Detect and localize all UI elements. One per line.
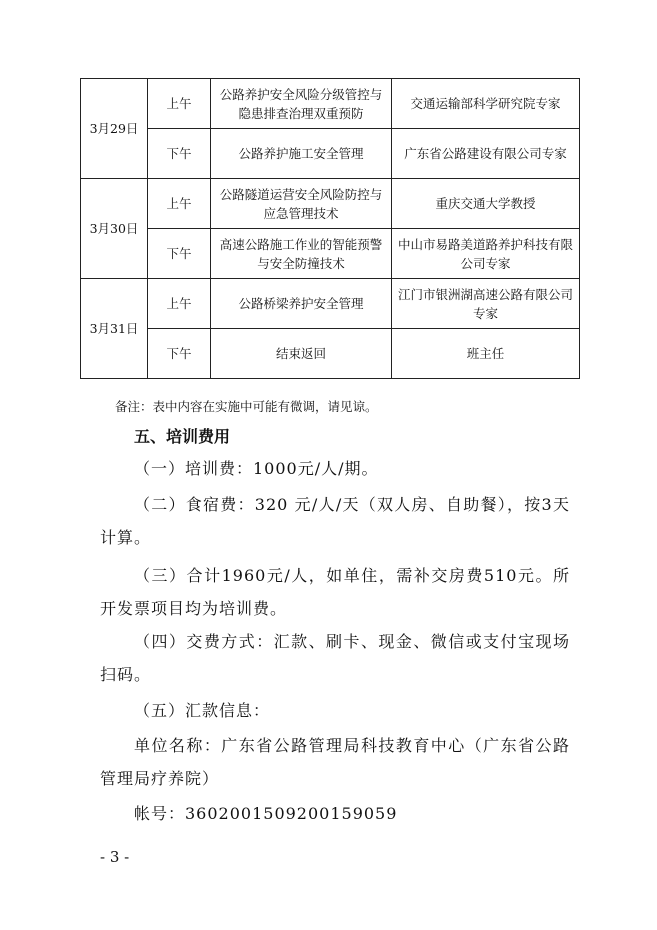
speaker-cell: 广东省公路建设有限公司专家	[392, 129, 580, 179]
table-note: 备注：表中内容在实施中可能有微调，请见谅。	[115, 399, 378, 414]
total-paragraph: （三）合计1960元/人，如单住，需补交房费510元。所开发票项目均为培训费。	[100, 566, 570, 618]
unit-name-paragraph: 单位名称：广东省公路管理局科技教育中心（广东省公路管理局疗养院）	[100, 736, 570, 788]
payment-method-paragraph: （四）交费方式：汇款、刷卡、现金、微信或支付宝现场扫码。	[100, 632, 570, 684]
speaker-cell: 中山市易路美道路养护科技有限公司专家	[392, 229, 580, 279]
speaker-cell: 交通运输部科学研究院专家	[392, 79, 580, 129]
period-cell: 下午	[148, 229, 211, 279]
topic-cell: 高速公路施工作业的智能预警与安全防撞技术	[211, 229, 392, 279]
table-row	[81, 179, 580, 229]
period-cell: 下午	[148, 129, 211, 179]
section-heading: 五、培训费用	[134, 427, 231, 446]
table-row	[81, 329, 580, 379]
period-cell: 上午	[148, 179, 211, 229]
period-cell: 上午	[148, 279, 211, 329]
topic-cell: 公路桥梁养护安全管理	[211, 279, 392, 329]
table-row	[81, 279, 580, 329]
speaker-cell: 班主任	[392, 329, 580, 379]
table-row	[81, 129, 580, 179]
speaker-cell: 重庆交通大学教授	[392, 179, 580, 229]
topic-cell: 公路隧道运营安全风险防控与应急管理技术	[211, 179, 392, 229]
page-number: - 3 -	[100, 848, 130, 866]
topic-cell: 结束返回	[211, 329, 392, 379]
date-cell: 3月31日	[81, 279, 148, 379]
table-row	[81, 79, 580, 129]
fee-paragraph: （一）培训费：1000元/人/期。	[134, 459, 379, 478]
period-cell: 上午	[148, 79, 211, 129]
date-cell: 3月30日	[81, 179, 148, 279]
period-cell: 下午	[148, 329, 211, 379]
training-schedule-table	[80, 78, 580, 379]
speaker-cell: 江门市银洲湖高速公路有限公司专家	[392, 279, 580, 329]
accommodation-paragraph: （二）食宿费：320 元/人/天（双人房、自助餐），按3天计算。	[100, 495, 570, 547]
account-number: 帐号：36020015092001590​59	[134, 804, 398, 823]
date-cell: 3月29日	[81, 79, 148, 179]
table-row	[81, 229, 580, 279]
remittance-heading: （五）汇款信息：	[134, 701, 271, 720]
topic-cell: 公路养护安全风险分级管控与隐患排查治理双重预防	[211, 79, 392, 129]
topic-cell: 公路养护施工安全管理	[211, 129, 392, 179]
